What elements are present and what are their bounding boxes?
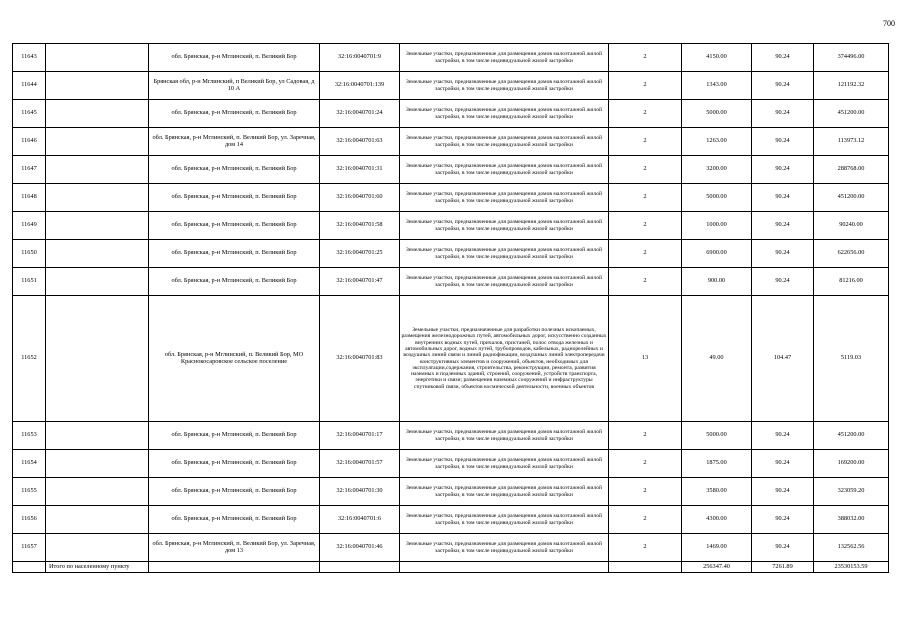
address-cell: обл. Брянская, р-н Мглинский, п. Великий Бор, ул. Заречная, дом 14 <box>149 128 320 156</box>
cadastral-value-cell: 5119.03 <box>814 296 889 422</box>
cadastral-value-cell: 81216.00 <box>814 268 889 296</box>
area-cell: 5000.00 <box>682 422 752 450</box>
address-cell: обл. Брянская, р-н Мглинский, п. Великий Бор <box>149 100 320 128</box>
empty-cell <box>46 72 149 100</box>
cadastral-number-cell: 32:16:0040701:47 <box>320 268 400 296</box>
empty-cell <box>46 100 149 128</box>
land-use-description-cell: Земельные участки, предназначенные для размещения домов малоэтажной жилой застройки, в том числе индивидуальной жилой застройки <box>400 212 609 240</box>
table-row <box>13 478 889 506</box>
cadastral-number-cell: 32:16:0040701:24 <box>320 100 400 128</box>
address-cell: обл. Брянская, р-н Мглинский, п. Великий Бор <box>149 506 320 534</box>
row-number: 11649 <box>13 212 46 240</box>
group-cell: 2 <box>609 534 682 562</box>
area-cell: 5000.00 <box>682 184 752 212</box>
land-use-description-cell: Земельные участки, предназначенные для размещения домов малоэтажной жилой застройки, в том числе индивидуальной жилой застройки <box>400 422 609 450</box>
area-cell: 6900.00 <box>682 240 752 268</box>
row-number: 11644 <box>13 72 46 100</box>
area-cell: 1000.00 <box>682 212 752 240</box>
empty-cell <box>609 562 682 573</box>
specific-value-cell: 104.47 <box>752 296 814 422</box>
cadastral-value-cell: 388032.00 <box>814 506 889 534</box>
cadastral-number-cell: 32:16:0040701:46 <box>320 534 400 562</box>
row-number: 11645 <box>13 100 46 128</box>
empty-cell <box>46 44 149 72</box>
empty-cell <box>46 422 149 450</box>
area-cell: 4300.00 <box>682 506 752 534</box>
cadastral-number-cell: 32:16:0040701:30 <box>320 478 400 506</box>
cadastral-value-cell: 374496.00 <box>814 44 889 72</box>
specific-value-cell: 90.24 <box>752 534 814 562</box>
specific-value-cell: 90.24 <box>752 422 814 450</box>
cadastral-number-cell: 32:16:0040701:139 <box>320 72 400 100</box>
land-use-description-cell: Земельные участки, предназначенные для разработки полезных ископаемых, размещения железнодорожных путей, автомобильных дорог, искусственно созданных внутренних водных путей, причалов, пристаней, полос отвода железных и автомобильных дорог, водных путей, трубопроводов, кабельных, радиорелейных и воздушных линий связи и линий радиофикации, воздушных линий электропередачи конструктивных элементов и сооружений, объектов, необходимых для эксплуатации,содержания, строительства, реконструкции, ремонта, развития наземных и подземных зданий, строений, сооружений, устройств транспорта, энергетики и связи; размещения наземных сооружений и инфраструктуры спутниковой связи, объектов космической деятельности, военных объектов <box>400 296 609 422</box>
row-number: 11647 <box>13 156 46 184</box>
empty-cell <box>46 506 149 534</box>
cadastral-number-cell: 32:16:0040701:31 <box>320 156 400 184</box>
area-cell: 1875.00 <box>682 450 752 478</box>
address-cell: обл. Брянская, р-н Мглинский, п. Великий Бор <box>149 156 320 184</box>
address-cell: обл. Брянская, р-н Мглинский, п. Великий Бор <box>149 240 320 268</box>
empty-cell <box>13 562 46 573</box>
area-cell: 4150.00 <box>682 44 752 72</box>
empty-cell <box>46 156 149 184</box>
area-cell: 900.00 <box>682 268 752 296</box>
land-use-description-cell: Земельные участки, предназначенные для размещения домов малоэтажной жилой застройки, в том числе индивидуальной жилой застройки <box>400 534 609 562</box>
address-cell: обл. Брянская, р-н Мглинский, п. Великий Бор <box>149 44 320 72</box>
land-use-description-cell: Земельные участки, предназначенные для размещения домов малоэтажной жилой застройки, в том числе индивидуальной жилой застройки <box>400 268 609 296</box>
group-cell: 13 <box>609 296 682 422</box>
cadastral-value-cell: 169200.00 <box>814 450 889 478</box>
empty-cell <box>46 240 149 268</box>
total-area: 256347.40 <box>682 562 752 573</box>
cadastral-value-cell: 113973.12 <box>814 128 889 156</box>
specific-value-cell: 90.24 <box>752 212 814 240</box>
cadastral-number-cell: 32:16:0040701:83 <box>320 296 400 422</box>
table-row <box>13 44 889 72</box>
row-number: 11646 <box>13 128 46 156</box>
cadastral-number-cell: 32:16:0040701:25 <box>320 240 400 268</box>
table-row <box>13 156 889 184</box>
address-cell: Брянская обл, р-н Мглинский, п Великий Бор, ул Садовая, д 10 А <box>149 72 320 100</box>
land-use-description-cell: Земельные участки, предназначенные для размещения домов малоэтажной жилой застройки, в том числе индивидуальной жилой застройки <box>400 478 609 506</box>
row-number: 11643 <box>13 44 46 72</box>
cadastral-value-table <box>12 43 889 573</box>
table-row <box>13 506 889 534</box>
table-row <box>13 534 889 562</box>
table-row <box>13 240 889 268</box>
empty-cell <box>400 562 609 573</box>
row-number: 11653 <box>13 422 46 450</box>
specific-value-cell: 90.24 <box>752 100 814 128</box>
address-cell: обл. Брянская, р-н Мглинский, п. Великий Бор, ул. Заречная, дом 13 <box>149 534 320 562</box>
area-cell: 3580.00 <box>682 478 752 506</box>
specific-value-cell: 90.24 <box>752 44 814 72</box>
address-cell: обл. Брянская, р-н Мглинский, п. Великий Бор <box>149 184 320 212</box>
table-row <box>13 450 889 478</box>
row-number: 11655 <box>13 478 46 506</box>
table-row <box>13 422 889 450</box>
table-row <box>13 268 889 296</box>
total-specific-value: 7261.89 <box>752 562 814 573</box>
table-row <box>13 72 889 100</box>
empty-cell <box>46 212 149 240</box>
land-use-description-cell: Земельные участки, предназначенные для размещения домов малоэтажной жилой застройки, в том числе индивидуальной жилой застройки <box>400 450 609 478</box>
cadastral-number-cell: 32:16:0040701:60 <box>320 184 400 212</box>
row-number: 11656 <box>13 506 46 534</box>
table-body <box>13 44 889 573</box>
specific-value-cell: 90.24 <box>752 184 814 212</box>
area-cell: 3200.00 <box>682 156 752 184</box>
row-number: 11648 <box>13 184 46 212</box>
specific-value-cell: 90.24 <box>752 506 814 534</box>
land-use-description-cell: Земельные участки, предназначенные для размещения домов малоэтажной жилой застройки, в том числе индивидуальной жилой застройки <box>400 128 609 156</box>
land-use-description-cell: Земельные участки, предназначенные для размещения домов малоэтажной жилой застройки, в том числе индивидуальной жилой застройки <box>400 156 609 184</box>
cadastral-value-cell: 90240.00 <box>814 212 889 240</box>
group-cell: 2 <box>609 506 682 534</box>
specific-value-cell: 90.24 <box>752 450 814 478</box>
area-cell: 5000.00 <box>682 100 752 128</box>
address-cell: обл. Брянская, р-н Мглинский, п. Великий Бор <box>149 450 320 478</box>
land-use-description-cell: Земельные участки, предназначенные для размещения домов малоэтажной жилой застройки, в том числе индивидуальной жилой застройки <box>400 184 609 212</box>
cadastral-number-cell: 32:16:0040701:57 <box>320 450 400 478</box>
cadastral-number-cell: 32:16:0040701:17 <box>320 422 400 450</box>
land-use-description-cell: Земельные участки, предназначенные для размещения домов малоэтажной жилой застройки, в том числе индивидуальной жилой застройки <box>400 100 609 128</box>
empty-cell <box>46 268 149 296</box>
cadastral-value-cell: 451200.00 <box>814 422 889 450</box>
address-cell: обл. Брянская, р-н Мглинский, п. Великий Бор <box>149 212 320 240</box>
cadastral-value-cell: 132562.56 <box>814 534 889 562</box>
land-use-description-cell: Земельные участки, предназначенные для размещения домов малоэтажной жилой застройки, в том числе индивидуальной жилой застройки <box>400 44 609 72</box>
row-number: 11650 <box>13 240 46 268</box>
land-use-description-cell: Земельные участки, предназначенные для размещения домов малоэтажной жилой застройки, в том числе индивидуальной жилой застройки <box>400 72 609 100</box>
empty-cell <box>149 562 320 573</box>
row-number: 11654 <box>13 450 46 478</box>
group-cell: 2 <box>609 450 682 478</box>
cadastral-number-cell: 32:16:0040701:9 <box>320 44 400 72</box>
empty-cell <box>46 296 149 422</box>
group-cell: 2 <box>609 268 682 296</box>
row-number: 11657 <box>13 534 46 562</box>
cadastral-number-cell: 32:16:0040701:6 <box>320 506 400 534</box>
address-cell: обл. Брянская, р-н Мглинский, п. Великий Бор <box>149 422 320 450</box>
group-cell: 2 <box>609 478 682 506</box>
cadastral-value-cell: 622656.00 <box>814 240 889 268</box>
cadastral-value-cell: 121192.32 <box>814 72 889 100</box>
group-cell: 2 <box>609 156 682 184</box>
group-cell: 2 <box>609 240 682 268</box>
cadastral-value-cell: 451200.00 <box>814 100 889 128</box>
table-row <box>13 296 889 422</box>
empty-cell <box>46 478 149 506</box>
table-row <box>13 212 889 240</box>
area-cell: 1469.00 <box>682 534 752 562</box>
cadastral-number-cell: 32:16:0040701:58 <box>320 212 400 240</box>
cadastral-value-cell: 451200.00 <box>814 184 889 212</box>
group-cell: 2 <box>609 128 682 156</box>
address-cell: обл. Брянская, р-н Мглинский, п. Великий Бор <box>149 478 320 506</box>
empty-cell <box>46 184 149 212</box>
area-cell: 1343.00 <box>682 72 752 100</box>
address-cell: обл. Брянская, р-н Мглинский, п. Великий Бор <box>149 268 320 296</box>
group-cell: 2 <box>609 72 682 100</box>
group-cell: 2 <box>609 44 682 72</box>
specific-value-cell: 90.24 <box>752 72 814 100</box>
cadastral-value-cell: 323059.20 <box>814 478 889 506</box>
group-cell: 2 <box>609 422 682 450</box>
empty-cell <box>46 450 149 478</box>
total-cadastral-value: 23530153.59 <box>814 562 889 573</box>
empty-cell <box>46 128 149 156</box>
specific-value-cell: 90.24 <box>752 156 814 184</box>
empty-cell <box>46 534 149 562</box>
table-row <box>13 128 889 156</box>
land-use-description-cell: Земельные участки, предназначенные для размещения домов малоэтажной жилой застройки, в том числе индивидуальной жилой застройки <box>400 240 609 268</box>
specific-value-cell: 90.24 <box>752 478 814 506</box>
land-use-description-cell: Земельные участки, предназначенные для размещения домов малоэтажной жилой застройки, в том числе индивидуальной жилой застройки <box>400 506 609 534</box>
page-number: 700 <box>883 19 895 28</box>
row-number: 11652 <box>13 296 46 422</box>
cadastral-value-cell: 288768.00 <box>814 156 889 184</box>
group-cell: 2 <box>609 100 682 128</box>
row-number: 11651 <box>13 268 46 296</box>
group-cell: 2 <box>609 184 682 212</box>
specific-value-cell: 90.24 <box>752 128 814 156</box>
empty-cell <box>320 562 400 573</box>
table-row <box>13 184 889 212</box>
address-cell: обл. Брянская, р-н Мглинский, п. Великий Бор, МО Краснокосаровское сельское поселение <box>149 296 320 422</box>
table-row <box>13 100 889 128</box>
cadastral-number-cell: 32:16:0040701:63 <box>320 128 400 156</box>
total-label: Итого по населенному пункту <box>46 562 149 573</box>
area-cell: 49.00 <box>682 296 752 422</box>
group-cell: 2 <box>609 212 682 240</box>
total-row <box>13 562 889 573</box>
area-cell: 1263.00 <box>682 128 752 156</box>
specific-value-cell: 90.24 <box>752 268 814 296</box>
specific-value-cell: 90.24 <box>752 240 814 268</box>
